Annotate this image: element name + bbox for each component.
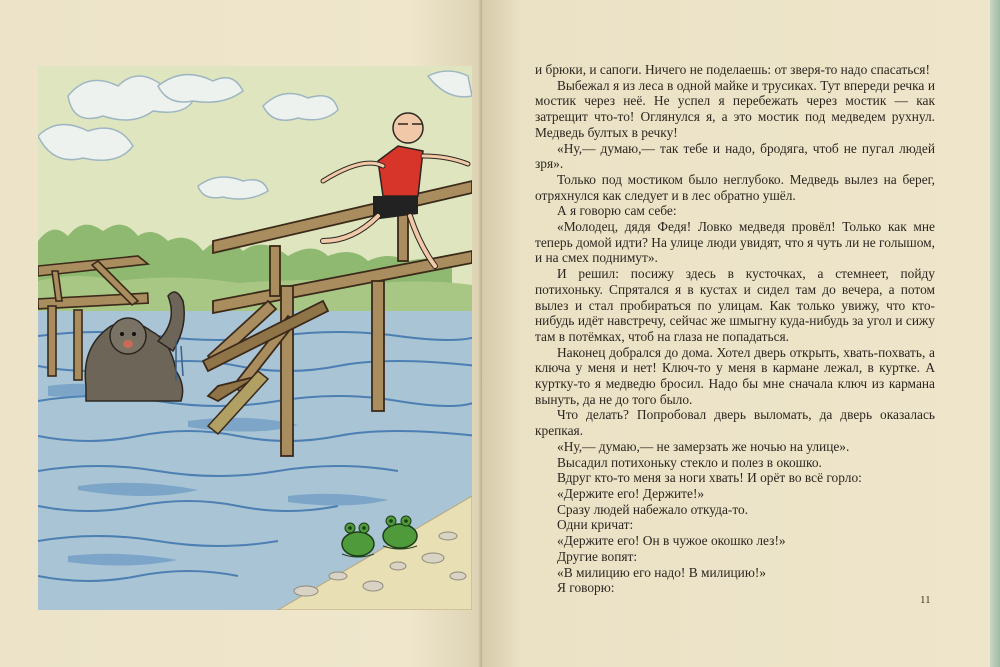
paragraph: Я говорю: bbox=[557, 580, 615, 596]
paragraph: «Держите его! Держите!» bbox=[557, 485, 705, 501]
paragraph: Только под мостиком было неглубоко. Медведь вылез на берег, отряхнулся как следует и в лес обратно ушёл. bbox=[535, 171, 935, 203]
paragraph: Другие вопят: bbox=[557, 548, 638, 564]
paragraph: и брюки, и сапоги. Ничего не поделаешь: от зверя-то надо спасаться! bbox=[535, 62, 930, 77]
paragraph: А я говорю сам себе: bbox=[557, 203, 677, 219]
paragraph: «Ну,— думаю,— так тебе и надо, бродяга, чтоб не пугал людей зря». bbox=[535, 140, 935, 172]
paragraph: «Ну,— думаю,— не замерзать же ночью на улице». bbox=[557, 438, 850, 454]
paragraph: Вдруг кто-то меня за ноги хвать! И орёт во всё горло: bbox=[557, 470, 862, 486]
paragraph: Одни кричат: bbox=[557, 517, 634, 533]
paragraph: Наконец добрался до дома. Хотел дверь открыть, хвать-похвать, а ключа у меня и нет! Ключ-то у меня в кармане лежал, в куртке. А куртку-то я медведю бросил. Надо бы мне сначала ключ из кармана вынуть, да не до того было. bbox=[535, 344, 935, 407]
left-page bbox=[0, 0, 482, 667]
paragraph: «Держите его! Он в чужое окошко лез!» bbox=[557, 533, 786, 549]
page-edge bbox=[990, 0, 1000, 667]
paragraph: Сразу людей набежало откуда-то. bbox=[557, 501, 749, 517]
paragraph: И решил: посижу здесь в кусточках, а стемнеет, пойду потихоньку. Спрятался я в кустах и сидел там до вечера, а потом вылез и стал пробираться по улицам. Как только увижу, что кто-нибудь идёт навстречу, сейчас же шмыгну куда-нибудь за угол и сижу там в потёмках, чтоб на глаза не попадаться. bbox=[535, 266, 935, 344]
paragraph: Высадил потихоньку стекло и полез в окошко. bbox=[557, 454, 822, 470]
paragraph: Что делать? Попробовал дверь выломать, да дверь оказалась крепкая. bbox=[535, 407, 935, 439]
paragraph: «В милицию его надо! В милицию!» bbox=[557, 564, 766, 580]
illustration-drawing bbox=[38, 66, 472, 610]
page-number: 11 bbox=[920, 594, 931, 606]
bridge-bear-illustration bbox=[38, 66, 472, 610]
story-text bbox=[535, 62, 935, 596]
paragraph: «Молодец, дядя Федя! Ловко медведя провёл! Только как мне теперь домой идти? На улице люди увидят, что я чуть ли не голышом, и на смех поднимут». bbox=[535, 219, 935, 266]
paragraph: Выбежал я из леса в одной майке и трусиках. Тут впереди речка и мостик через неё. Не успел я перебежать через мостик — как затрещит что-то! Оглянулся я, а это мостик под медведем рухнул. Медведь бултых в речку! bbox=[535, 77, 935, 140]
